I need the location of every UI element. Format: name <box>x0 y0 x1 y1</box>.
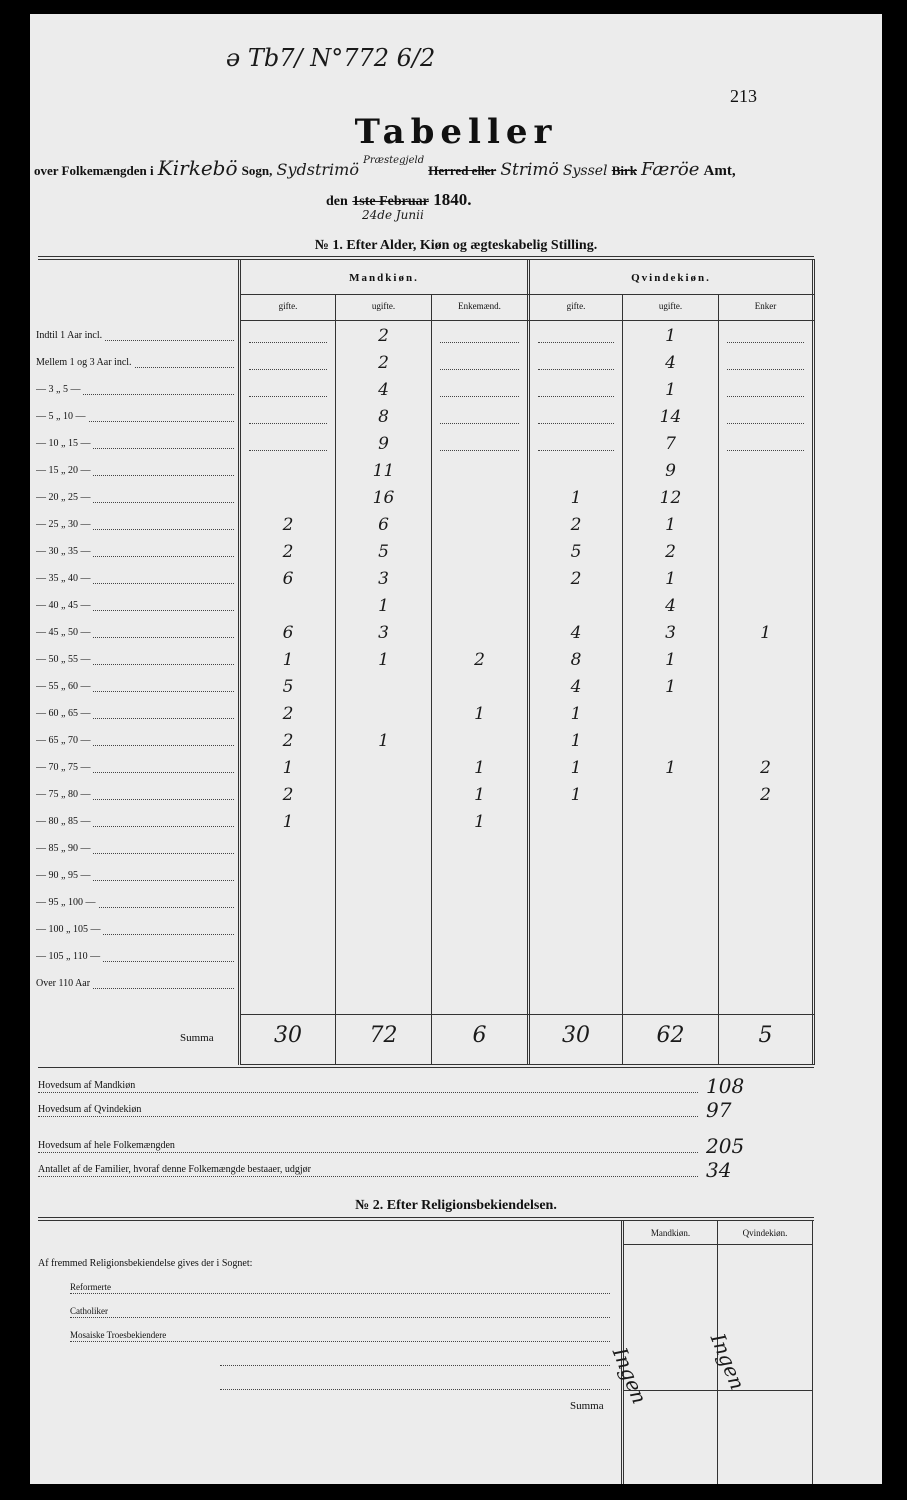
cell-dots <box>440 342 519 343</box>
table-cell: 1 <box>474 812 485 832</box>
table-cell: 1 <box>282 650 294 670</box>
herred-struck: Herred eller <box>428 163 497 178</box>
header-rule <box>240 294 814 295</box>
row-age-label <box>36 438 236 449</box>
col-header-female-unmarried: ugifte. <box>658 301 683 311</box>
summa-cell: 72 <box>369 1023 398 1048</box>
section1-title: № 1. Efter Alder, Kiøn og ægteskabelig Stilling. <box>314 238 598 253</box>
table1-top-rule <box>38 256 814 257</box>
row-label-text: — 45 „ 50 — <box>36 627 93 638</box>
group-header-male: Mandkiøn. <box>349 272 419 284</box>
total-value: 108 <box>706 1074 745 1098</box>
row-label-text: Mellem 1 og 3 Aar incl. <box>36 357 135 368</box>
row-age-label <box>36 330 236 341</box>
table-cell: 4 <box>378 380 389 400</box>
row-label-text: — 55 „ 60 — <box>36 681 93 692</box>
row-label-text: — 60 „ 65 — <box>36 708 93 719</box>
cell-dots <box>440 423 519 424</box>
religion-intro: Af fremmed Religionsbekiendelse gives der i Sognet: <box>38 1258 253 1269</box>
table-cell: 2 <box>282 785 294 805</box>
total-label: Hovedsum af Mandkiøn <box>38 1080 138 1091</box>
sogn-label: Sogn, <box>241 163 273 178</box>
table-cell: 1 <box>665 677 676 697</box>
row-label-text: — 25 „ 30 — <box>36 519 93 530</box>
table-cell: 2 <box>378 353 389 373</box>
cell-dots <box>249 450 327 451</box>
table-cell: 2 <box>474 650 485 670</box>
table-cell: 8 <box>378 407 389 427</box>
parish-name: Kirkebö <box>157 156 238 180</box>
table-cell: 2 <box>570 515 582 535</box>
col-header-male-married: gifte. <box>278 301 298 311</box>
table-cell: 3 <box>378 623 389 643</box>
amt-label: Amt, <box>703 163 736 179</box>
row-age-label <box>36 492 236 503</box>
table-cell: 14 <box>659 407 682 427</box>
table-cell: 2 <box>282 731 294 751</box>
table-cell: 1 <box>665 515 676 535</box>
date-line <box>326 190 472 210</box>
row-label-text: — 40 „ 45 — <box>36 600 93 611</box>
leader-dots <box>38 1176 698 1177</box>
cell-dots <box>538 396 614 397</box>
leader-dots <box>220 1389 610 1390</box>
table-cell: 2 <box>570 569 582 589</box>
row-label-text: — 90 „ 95 — <box>36 870 93 881</box>
summa-cell: 30 <box>274 1023 302 1048</box>
cell-dots <box>249 396 327 397</box>
table-cell: 1 <box>570 758 582 778</box>
cell-dots <box>440 450 519 451</box>
table1-right-border <box>812 259 813 1065</box>
row-age-label <box>36 384 236 395</box>
table-cell: 16 <box>372 488 395 508</box>
subtitle-line <box>34 156 874 184</box>
religion-item-label: Catholiker <box>70 1306 111 1316</box>
table-cell: 4 <box>665 596 676 616</box>
row-age-label <box>36 600 236 611</box>
summa-label: Summa <box>180 1032 214 1044</box>
table2-summa-label: Summa <box>570 1400 604 1412</box>
table-cell: 6 <box>378 515 389 535</box>
table-cell: 1 <box>665 380 676 400</box>
table-cell: 1 <box>570 731 582 751</box>
row-age-label <box>36 519 236 530</box>
col-divider <box>431 294 432 1065</box>
table-cell: 12 <box>659 488 682 508</box>
cell-dots <box>727 342 804 343</box>
table-cell: 9 <box>665 461 676 481</box>
table1-top-rule-2 <box>38 259 814 260</box>
syssel-name: Syssel <box>562 163 608 179</box>
row-label-text: — 75 „ 80 — <box>36 789 93 800</box>
table-cell: 1 <box>474 704 485 724</box>
row-age-label <box>36 411 236 422</box>
cell-dots <box>727 423 804 424</box>
row-label-text: — 3 „ 5 — <box>36 384 83 395</box>
date-prefix: den <box>326 194 348 209</box>
religion-item-label: Mosaiske Troesbekiendere <box>70 1330 169 1340</box>
cell-dots <box>727 450 804 451</box>
leader-dots <box>38 1116 698 1117</box>
table1-right-border-2 <box>814 259 815 1065</box>
row-label-text: Indtil 1 Aar incl. <box>36 330 105 341</box>
group-header-female: Qvindekiøn. <box>631 272 711 284</box>
table-cell: 3 <box>665 623 676 643</box>
row-label-text: — 65 „ 70 — <box>36 735 93 746</box>
cell-dots <box>538 369 614 370</box>
leader-dots <box>70 1341 610 1342</box>
row-label-text: — 5 „ 10 — <box>36 411 88 422</box>
leader-dots <box>70 1293 610 1294</box>
table1-bottom-rule <box>240 1064 814 1065</box>
religion-item-label: Reformerte <box>70 1282 114 1292</box>
table2-col-male: Mandkiøn. <box>650 1228 691 1238</box>
row-label-text: — 50 „ 55 — <box>36 654 93 665</box>
summa-cell: 5 <box>758 1023 773 1048</box>
cell-dots <box>249 342 327 343</box>
date-struck: 1ste Februar <box>352 194 429 209</box>
leader-dots <box>38 1152 698 1153</box>
amt-name: Færöe <box>641 159 700 180</box>
table-cell: 2 <box>378 326 389 346</box>
summa-cell: 30 <box>562 1023 590 1048</box>
table-cell: 1 <box>474 758 485 778</box>
date-handwritten: 24de Junii <box>362 208 424 222</box>
row-age-label <box>36 816 236 827</box>
cell-dots <box>727 369 804 370</box>
table-cell: 6 <box>282 623 294 643</box>
table-cell: 2 <box>282 704 294 724</box>
row-label-text: — 35 „ 40 — <box>36 573 93 584</box>
row-age-label <box>36 951 236 962</box>
reference-note: ǝ Tb7/ N°772 6/2 <box>226 44 436 72</box>
table-cell: 4 <box>570 623 582 643</box>
cell-dots <box>440 396 519 397</box>
row-label-text: — 20 „ 25 — <box>36 492 93 503</box>
col-header-female-married: gifte. <box>566 301 586 311</box>
table2-summa-rule <box>623 1390 813 1391</box>
table-cell: 1 <box>665 326 676 346</box>
row-age-label <box>36 762 236 773</box>
leader-dots <box>220 1365 610 1366</box>
row-age-label <box>36 708 236 719</box>
row-age-label <box>36 627 236 638</box>
table-cell: 1 <box>665 650 676 670</box>
row-age-label <box>36 897 236 908</box>
cell-dots <box>249 423 327 424</box>
cell-dots <box>440 369 519 370</box>
table-cell: 1 <box>570 704 582 724</box>
table-cell: 8 <box>570 650 582 670</box>
total-label: Antallet af de Familier, hvoraf denne Folkemængde bestaaer, udgjør <box>38 1164 314 1175</box>
total-value: 97 <box>706 1098 732 1122</box>
table2-right-border <box>812 1220 813 1484</box>
document-sheet <box>30 14 882 1484</box>
leader-dots <box>70 1317 610 1318</box>
col-header-widows: Enker <box>754 301 777 311</box>
table-cell: 2 <box>760 758 771 778</box>
row-label-text: — 70 „ 75 — <box>36 762 93 773</box>
row-label-text: — 80 „ 85 — <box>36 816 93 827</box>
cell-dots <box>538 423 614 424</box>
table-cell: 1 <box>282 812 294 832</box>
total-label: Hovedsum af Qvindekiøn <box>38 1104 144 1115</box>
row-age-label <box>36 546 236 557</box>
table-cell: 4 <box>665 353 676 373</box>
row-age-label <box>36 357 236 368</box>
row-age-label <box>36 465 236 476</box>
cell-dots <box>538 450 614 451</box>
female-religion-note: Ingen <box>705 1330 750 1394</box>
district-name: Sydstrimö <box>276 160 359 179</box>
table-cell: 2 <box>665 542 676 562</box>
table-cell: 5 <box>378 542 389 562</box>
row-label-text: — 30 „ 35 — <box>36 546 93 557</box>
table-cell: 1 <box>665 569 676 589</box>
group-divider <box>527 259 528 1065</box>
row-age-label <box>36 924 236 935</box>
table-cell: 1 <box>378 596 389 616</box>
table-cell: 2 <box>282 515 294 535</box>
row-age-label <box>36 654 236 665</box>
page-number: 213 <box>730 86 757 106</box>
table2-header-rule <box>623 1244 813 1245</box>
header-rule <box>240 320 814 321</box>
row-age-label <box>36 573 236 584</box>
table-cell: 5 <box>570 542 582 562</box>
total-value: 205 <box>706 1134 745 1158</box>
row-label-text: — 100 „ 105 — <box>36 924 103 935</box>
col-header-widowers: Enkemænd. <box>458 301 501 311</box>
table-cell: 1 <box>760 623 771 643</box>
table-cell: 5 <box>282 677 294 697</box>
summa-rule <box>240 1014 814 1015</box>
table-cell: 1 <box>378 731 389 751</box>
year: 1840. <box>433 190 472 209</box>
table2-top-rule-2 <box>38 1220 814 1221</box>
table-cell: 11 <box>372 461 395 481</box>
praestegjeld-note: Præstegjeld <box>363 155 425 166</box>
table-cell: 9 <box>378 434 389 454</box>
col-divider <box>718 294 719 1065</box>
cell-dots <box>249 369 327 370</box>
table-cell: 4 <box>570 677 582 697</box>
cell-dots <box>538 342 614 343</box>
cell-dots <box>727 396 804 397</box>
page-title: Tabeller <box>354 112 558 152</box>
row-label-text: — 10 „ 15 — <box>36 438 93 449</box>
row-age-label <box>36 789 236 800</box>
table1-bottom-rule-2 <box>38 1067 814 1068</box>
col-header-male-unmarried: ugifte. <box>371 301 396 311</box>
subtitle-prefix: over Folkemængden i <box>34 163 154 178</box>
row-label-text: — 105 „ 110 — <box>36 951 103 962</box>
row-label-text: — 15 „ 20 — <box>36 465 93 476</box>
row-age-label <box>36 843 236 854</box>
table-cell: 1 <box>474 785 485 805</box>
table-cell: 7 <box>665 434 676 454</box>
table-cell: 1 <box>282 758 294 778</box>
section2-title: № 2. Efter Religionsbekiendelsen. <box>355 1198 557 1213</box>
summa-cell: 6 <box>472 1023 487 1048</box>
table-cell: 1 <box>665 758 676 778</box>
row-age-label <box>36 735 236 746</box>
table-cell: 3 <box>378 569 389 589</box>
row-age-label <box>36 978 236 989</box>
total-value: 34 <box>706 1158 732 1182</box>
table-cell: 1 <box>378 650 389 670</box>
birk-struck: Birk <box>611 163 637 178</box>
row-age-label <box>36 681 236 692</box>
row-label-text: — 85 „ 90 — <box>36 843 93 854</box>
table-cell: 1 <box>570 488 582 508</box>
male-religion-note: Ingen <box>607 1344 652 1408</box>
table-cell: 1 <box>570 785 582 805</box>
table1-left-border <box>238 259 239 1065</box>
row-label-text: Over 110 Aar <box>36 978 93 989</box>
table-cell: 2 <box>282 542 294 562</box>
table-cell: 6 <box>282 569 294 589</box>
row-label-text: — 95 „ 100 — <box>36 897 98 908</box>
leader-dots <box>38 1092 698 1093</box>
total-label: Hovedsum af hele Folkemængden <box>38 1140 178 1151</box>
table2-col-female: Qvindekiøn. <box>742 1228 788 1238</box>
table2-top-rule <box>38 1217 814 1218</box>
summa-cell: 62 <box>656 1023 685 1048</box>
county-name: Strimö <box>500 160 559 180</box>
row-age-label <box>36 870 236 881</box>
table-cell: 2 <box>760 785 771 805</box>
